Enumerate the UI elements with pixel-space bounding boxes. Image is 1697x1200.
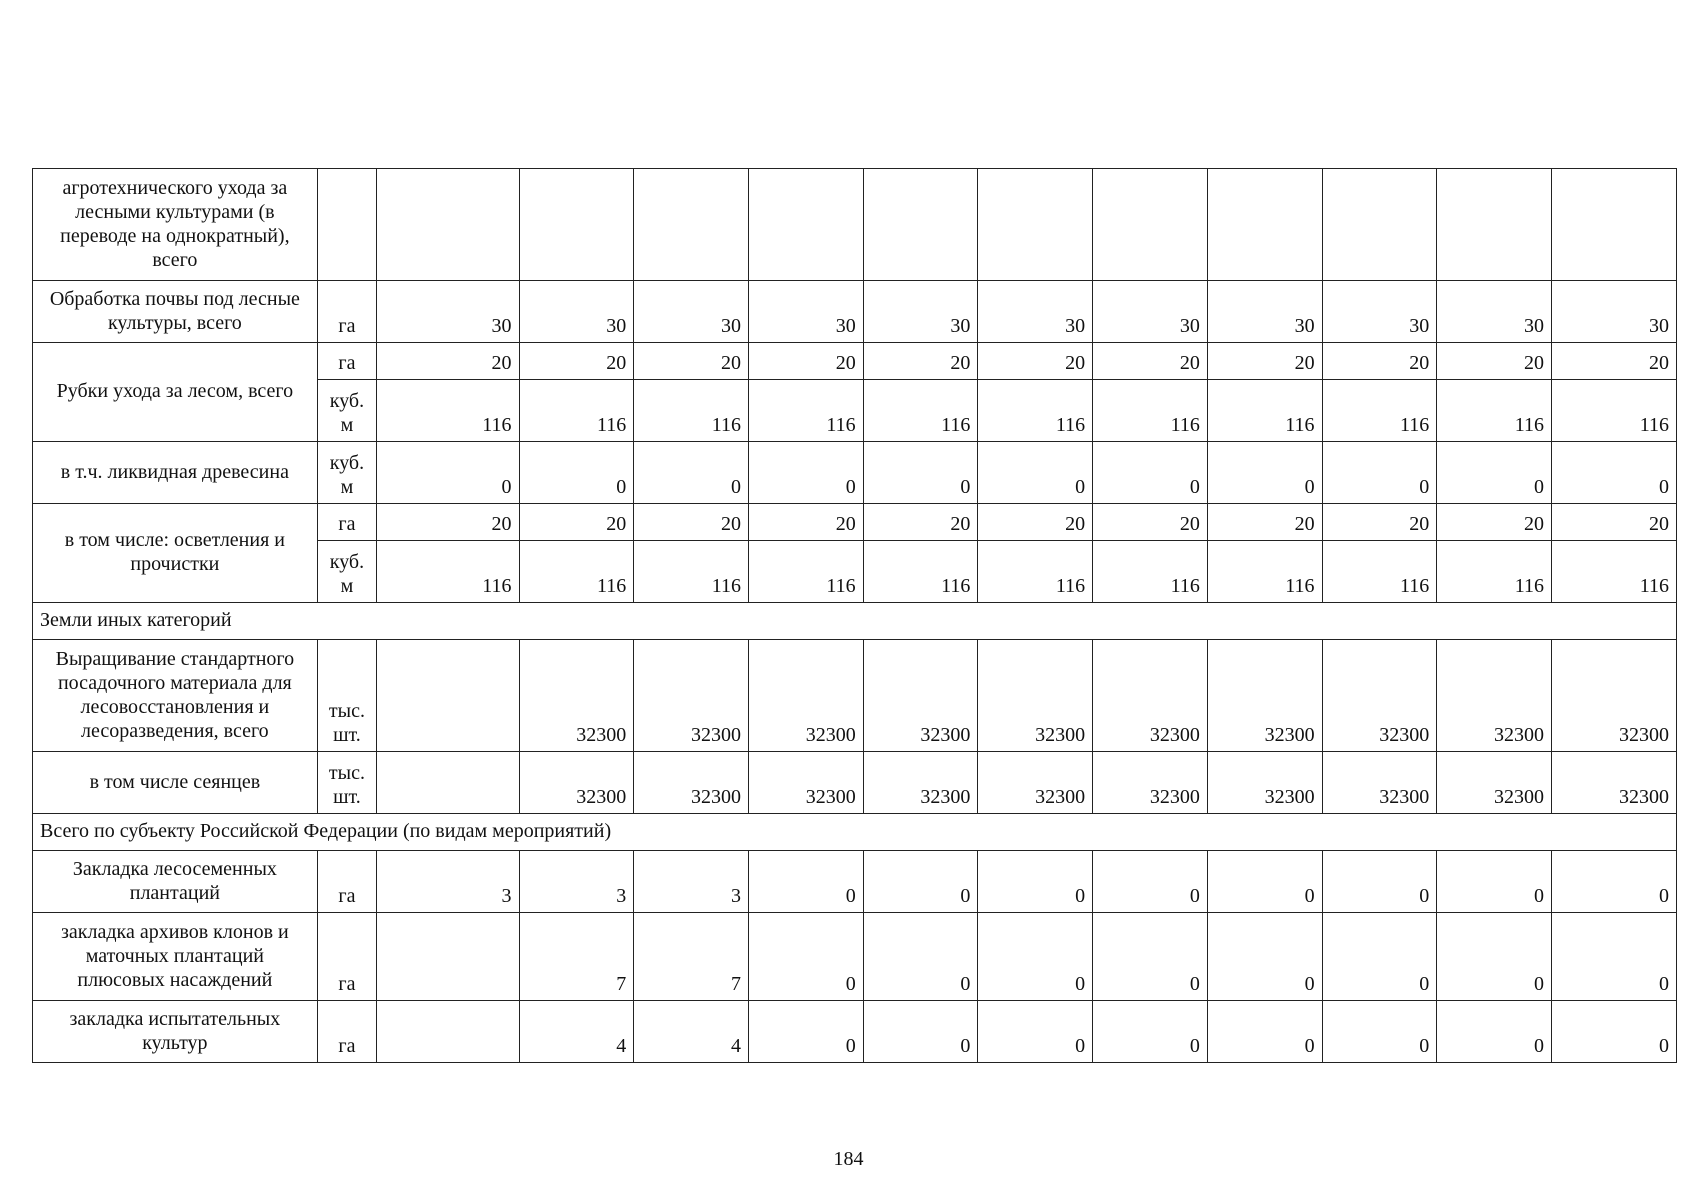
value-cell xyxy=(978,169,1093,281)
value-cell: 32300 xyxy=(1207,640,1322,752)
value-cell: 30 xyxy=(377,281,519,343)
value-cell: 32300 xyxy=(1437,752,1552,814)
unit-cell: га xyxy=(317,343,376,380)
value-cell: 20 xyxy=(1552,343,1677,380)
value-cell: 0 xyxy=(1437,442,1552,504)
value-cell: 20 xyxy=(377,504,519,541)
value-cell: 20 xyxy=(634,504,749,541)
value-cell: 116 xyxy=(519,541,634,603)
value-cell: 20 xyxy=(748,343,863,380)
value-cell: 0 xyxy=(978,1001,1093,1063)
value-cell: 0 xyxy=(1437,1001,1552,1063)
table-row xyxy=(33,851,1677,913)
value-cell xyxy=(377,1001,519,1063)
value-cell: 20 xyxy=(377,343,519,380)
value-cell: 20 xyxy=(634,343,749,380)
value-cell: 3 xyxy=(519,851,634,913)
value-cell: 116 xyxy=(748,380,863,442)
unit-cell: га xyxy=(317,851,376,913)
value-cell: 30 xyxy=(978,281,1093,343)
value-cell: 30 xyxy=(748,281,863,343)
value-cell: 20 xyxy=(863,343,978,380)
unit-cell: куб. м xyxy=(317,442,376,504)
value-cell: 0 xyxy=(863,1001,978,1063)
value-cell: 3 xyxy=(634,851,749,913)
table-row xyxy=(33,640,1677,752)
unit-cell: га xyxy=(317,504,376,541)
row-label: в том числе сеянцев xyxy=(33,752,318,814)
value-cell: 32300 xyxy=(634,752,749,814)
value-cell xyxy=(377,640,519,752)
value-cell: 7 xyxy=(519,913,634,1001)
unit-cell xyxy=(317,169,376,281)
unit-cell: куб. м xyxy=(317,380,376,442)
value-cell: 32300 xyxy=(748,640,863,752)
section-row xyxy=(33,814,1677,851)
value-cell xyxy=(1322,169,1437,281)
value-cell: 116 xyxy=(1437,380,1552,442)
value-cell: 0 xyxy=(1093,442,1208,504)
table-row xyxy=(33,169,1677,281)
value-cell: 0 xyxy=(1093,1001,1208,1063)
row-label: агротехнического ухода за лесными культурами (в переводе на однократный), всего xyxy=(33,169,318,281)
row-label: в т.ч. ликвидная древесина xyxy=(33,442,318,504)
value-cell: 20 xyxy=(519,343,634,380)
table-row xyxy=(33,752,1677,814)
value-cell: 30 xyxy=(863,281,978,343)
value-cell: 32300 xyxy=(1552,752,1677,814)
value-cell: 116 xyxy=(978,541,1093,603)
value-cell: 116 xyxy=(978,380,1093,442)
value-cell: 0 xyxy=(1552,913,1677,1001)
value-cell: 20 xyxy=(1093,504,1208,541)
section-row xyxy=(33,603,1677,640)
value-cell: 116 xyxy=(634,541,749,603)
value-cell: 0 xyxy=(1322,1001,1437,1063)
row-label: Рубки ухода за лесом, всего xyxy=(33,343,318,442)
value-cell: 0 xyxy=(1207,1001,1322,1063)
value-cell: 32300 xyxy=(748,752,863,814)
value-cell xyxy=(377,169,519,281)
value-cell: 0 xyxy=(1093,913,1208,1001)
value-cell: 32300 xyxy=(1552,640,1677,752)
value-cell xyxy=(1552,169,1677,281)
value-cell: 20 xyxy=(1207,343,1322,380)
value-cell: 7 xyxy=(634,913,749,1001)
value-cell: 116 xyxy=(1552,541,1677,603)
value-cell: 0 xyxy=(1552,442,1677,504)
value-cell: 32300 xyxy=(863,752,978,814)
value-cell: 0 xyxy=(1552,851,1677,913)
value-cell xyxy=(634,169,749,281)
section-header: Всего по субъекту Российской Федерации (по видам мероприятий) xyxy=(33,814,1677,851)
value-cell: 0 xyxy=(748,1001,863,1063)
value-cell: 30 xyxy=(1093,281,1208,343)
value-cell xyxy=(748,169,863,281)
value-cell: 0 xyxy=(1093,851,1208,913)
value-cell: 0 xyxy=(1437,913,1552,1001)
value-cell: 0 xyxy=(863,442,978,504)
table-row xyxy=(33,343,1677,380)
value-cell: 32300 xyxy=(1322,752,1437,814)
unit-cell: га xyxy=(317,913,376,1001)
value-cell: 20 xyxy=(863,504,978,541)
value-cell: 116 xyxy=(1093,541,1208,603)
value-cell: 32300 xyxy=(1093,640,1208,752)
value-cell: 20 xyxy=(1093,343,1208,380)
value-cell xyxy=(519,169,634,281)
value-cell: 116 xyxy=(863,380,978,442)
value-cell: 0 xyxy=(1207,913,1322,1001)
value-cell xyxy=(1207,169,1322,281)
value-cell: 32300 xyxy=(519,752,634,814)
value-cell: 32300 xyxy=(519,640,634,752)
value-cell: 0 xyxy=(748,851,863,913)
value-cell: 30 xyxy=(634,281,749,343)
table-row xyxy=(33,504,1677,541)
value-cell: 116 xyxy=(1093,380,1208,442)
value-cell: 116 xyxy=(377,380,519,442)
value-cell xyxy=(1437,169,1552,281)
value-cell: 0 xyxy=(1437,851,1552,913)
value-cell: 0 xyxy=(748,442,863,504)
value-cell: 0 xyxy=(1207,851,1322,913)
value-cell: 0 xyxy=(748,913,863,1001)
value-cell: 0 xyxy=(863,913,978,1001)
value-cell: 0 xyxy=(519,442,634,504)
unit-cell: куб. м xyxy=(317,541,376,603)
value-cell: 116 xyxy=(748,541,863,603)
value-cell: 20 xyxy=(1437,504,1552,541)
row-label: в том числе: осветления и прочистки xyxy=(33,504,318,603)
value-cell: 32300 xyxy=(978,752,1093,814)
value-cell: 32300 xyxy=(1437,640,1552,752)
table-row xyxy=(33,442,1677,504)
value-cell: 0 xyxy=(377,442,519,504)
value-cell xyxy=(377,752,519,814)
value-cell: 30 xyxy=(1552,281,1677,343)
unit-cell: тыс. шт. xyxy=(317,640,376,752)
table-row xyxy=(33,913,1677,1001)
value-cell: 116 xyxy=(519,380,634,442)
value-cell: 116 xyxy=(1207,380,1322,442)
value-cell: 20 xyxy=(978,504,1093,541)
value-cell: 30 xyxy=(1437,281,1552,343)
value-cell: 0 xyxy=(1552,1001,1677,1063)
value-cell: 0 xyxy=(1322,851,1437,913)
value-cell: 4 xyxy=(634,1001,749,1063)
value-cell: 30 xyxy=(1207,281,1322,343)
unit-cell: га xyxy=(317,281,376,343)
value-cell: 3 xyxy=(377,851,519,913)
forestry-measures-table xyxy=(32,168,1677,1063)
value-cell xyxy=(863,169,978,281)
value-cell: 0 xyxy=(1207,442,1322,504)
value-cell: 0 xyxy=(863,851,978,913)
value-cell: 20 xyxy=(1437,343,1552,380)
row-label: Выращивание стандартного посадочного материала для лесовосстановления и лесоразведения, всего xyxy=(33,640,318,752)
unit-cell: га xyxy=(317,1001,376,1063)
value-cell: 116 xyxy=(863,541,978,603)
value-cell: 0 xyxy=(978,851,1093,913)
value-cell: 116 xyxy=(1207,541,1322,603)
value-cell: 116 xyxy=(377,541,519,603)
table-row xyxy=(33,1001,1677,1063)
value-cell: 32300 xyxy=(978,640,1093,752)
row-label: закладка архивов клонов и маточных плантаций плюсовых насаждений xyxy=(33,913,318,1001)
section-header: Земли иных категорий xyxy=(33,603,1677,640)
value-cell: 32300 xyxy=(1093,752,1208,814)
value-cell: 0 xyxy=(1322,913,1437,1001)
value-cell: 20 xyxy=(748,504,863,541)
value-cell: 0 xyxy=(634,442,749,504)
value-cell: 0 xyxy=(978,442,1093,504)
value-cell: 20 xyxy=(1552,504,1677,541)
value-cell: 116 xyxy=(1322,541,1437,603)
value-cell: 32300 xyxy=(1207,752,1322,814)
value-cell: 116 xyxy=(1552,380,1677,442)
row-label: Закладка лесосеменных плантаций xyxy=(33,851,318,913)
value-cell: 32300 xyxy=(863,640,978,752)
value-cell: 116 xyxy=(1322,380,1437,442)
value-cell: 0 xyxy=(1322,442,1437,504)
row-label: Обработка почвы под лесные культуры, всего xyxy=(33,281,318,343)
row-label: закладка испытательных культур xyxy=(33,1001,318,1063)
value-cell: 20 xyxy=(519,504,634,541)
value-cell: 20 xyxy=(1322,343,1437,380)
table-row xyxy=(33,281,1677,343)
value-cell: 30 xyxy=(519,281,634,343)
value-cell: 20 xyxy=(1207,504,1322,541)
value-cell: 32300 xyxy=(1322,640,1437,752)
value-cell: 20 xyxy=(978,343,1093,380)
value-cell: 4 xyxy=(519,1001,634,1063)
value-cell: 116 xyxy=(1437,541,1552,603)
unit-cell: тыс. шт. xyxy=(317,752,376,814)
value-cell xyxy=(1093,169,1208,281)
value-cell: 32300 xyxy=(634,640,749,752)
value-cell: 116 xyxy=(634,380,749,442)
value-cell xyxy=(377,913,519,1001)
value-cell: 20 xyxy=(1322,504,1437,541)
value-cell: 30 xyxy=(1322,281,1437,343)
page-number: 184 xyxy=(833,1148,864,1170)
value-cell: 0 xyxy=(978,913,1093,1001)
